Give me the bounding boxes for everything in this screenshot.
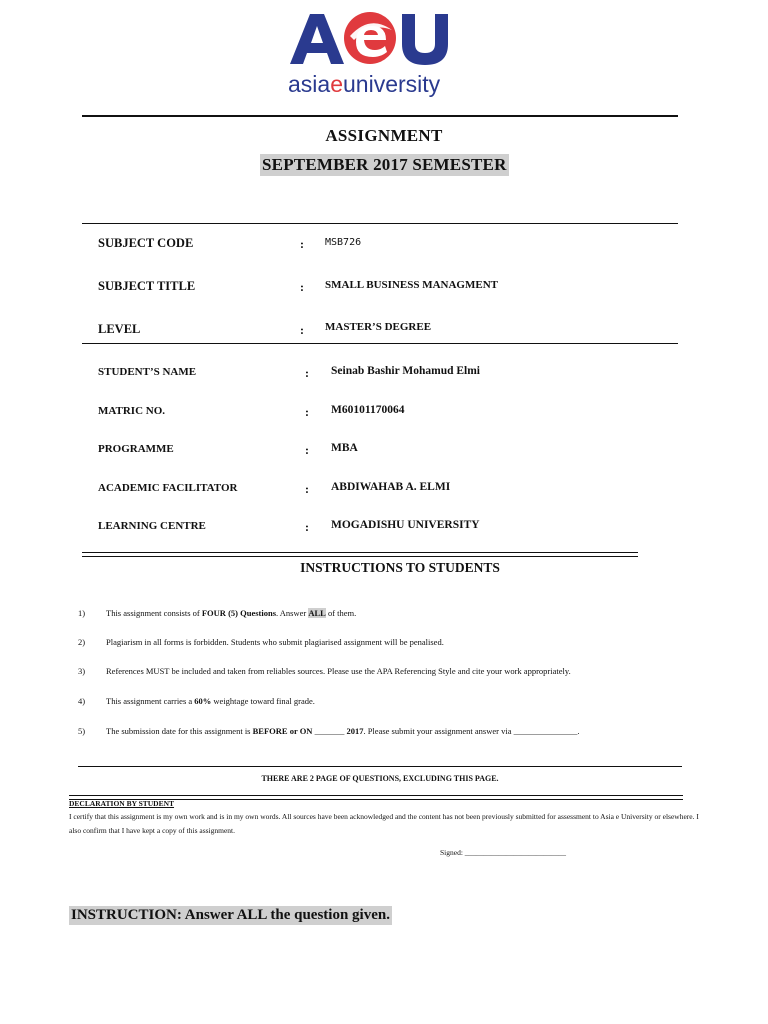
student-name-label: STUDENT’S NAME: [98, 366, 197, 378]
instruction-number: 1): [78, 608, 86, 618]
learning-centre-value: MOGADISHU UNIVERSITY: [331, 519, 480, 531]
level-colon: :: [300, 323, 304, 337]
aeu-logo: [286, 6, 482, 98]
learning-centre-label: LEARNING CENTRE: [98, 520, 206, 532]
subject-title-value: SMALL BUSINESS MANAGMENT: [325, 279, 498, 291]
subject-title-label: SUBJECT TITLE: [98, 279, 196, 293]
matric-colon: :: [305, 405, 309, 419]
subject-code-colon: :: [300, 237, 304, 251]
student-bottom-rule-2: [82, 556, 638, 557]
instruction-number: 3): [78, 666, 86, 676]
learning-centre-colon: :: [305, 520, 309, 534]
logo-letter-a: [290, 14, 344, 64]
student-name-value: Seinab Bashir Mohamud Elmi: [331, 365, 481, 377]
declaration-title: DECLARATION BY STUDENT: [69, 799, 175, 808]
programme-value: MBA: [331, 442, 358, 454]
matric-label: MATRIC NO.: [98, 405, 166, 417]
instructions-bottom-rule: [78, 766, 682, 767]
programme-label: PROGRAMME: [98, 443, 174, 455]
subject-code-value: MSB726: [325, 237, 362, 248]
instruction-item: This assignment carries a 60% weightage toward final grade.: [106, 696, 315, 706]
subject-top-rule: [82, 223, 678, 224]
level-label: LEVEL: [98, 322, 141, 336]
level-value: MASTER’S DEGREE: [325, 321, 432, 333]
final-instruction: INSTRUCTION: Answer ALL the question given.: [71, 907, 390, 923]
declaration-rule-1: [69, 795, 683, 796]
student-top-rule: [82, 343, 678, 344]
instruction-number: 5): [78, 726, 86, 736]
programme-colon: :: [305, 443, 309, 457]
top-rule: [82, 115, 678, 117]
subject-title-colon: :: [300, 280, 304, 294]
matric-value: M60101170064: [331, 404, 405, 416]
facilitator-value: ABDIWAHAB A. ELMI: [331, 481, 451, 493]
instruction-item: Plagiarism in all forms is forbidden. Students who submit plagiarised assignment will be penalised.: [106, 637, 444, 647]
facilitator-label: ACADEMIC FACILITATOR: [98, 482, 238, 494]
instructions-title: INSTRUCTIONS TO STUDENTS: [300, 560, 500, 575]
instruction-item: The submission date for this assignment is BEFORE or ON _______ 2017. Please submit your assignment answer via _______________.: [106, 726, 580, 736]
student-name-colon: :: [305, 366, 309, 380]
subject-code-label: SUBJECT CODE: [98, 236, 194, 250]
instruction-number: 2): [78, 637, 86, 647]
facilitator-colon: :: [305, 482, 309, 496]
questions-note: THERE ARE 2 PAGE OF QUESTIONS, EXCLUDING THIS PAGE.: [261, 774, 499, 783]
logo-letter-u: [402, 14, 448, 65]
page-title: ASSIGNMENT: [325, 126, 443, 145]
student-bottom-rule-1: [82, 552, 638, 553]
signature-line: Signed: ___________________________: [440, 848, 567, 857]
instruction-item: References MUST be included and taken from reliables sources. Please use the APA Referencing Style and cite your work appropriately.: [106, 666, 571, 676]
semester-title: SEPTEMBER 2017 SEMESTER: [262, 155, 507, 174]
declaration-text: I certify that this assignment is my own work and is in my own words. All sources have been acknowledged and the content has not been previously submitted for assessment to Asia e University or elsewhere. I also confirm that I have kept a copy of this assignment.: [69, 812, 699, 835]
instruction-number: 4): [78, 696, 86, 706]
instruction-item: This assignment consists of FOUR (5) Questions. Answer ALL of them.: [106, 608, 357, 618]
svg-text:asiaeuniversity: asiaeuniversity: [288, 71, 441, 97]
